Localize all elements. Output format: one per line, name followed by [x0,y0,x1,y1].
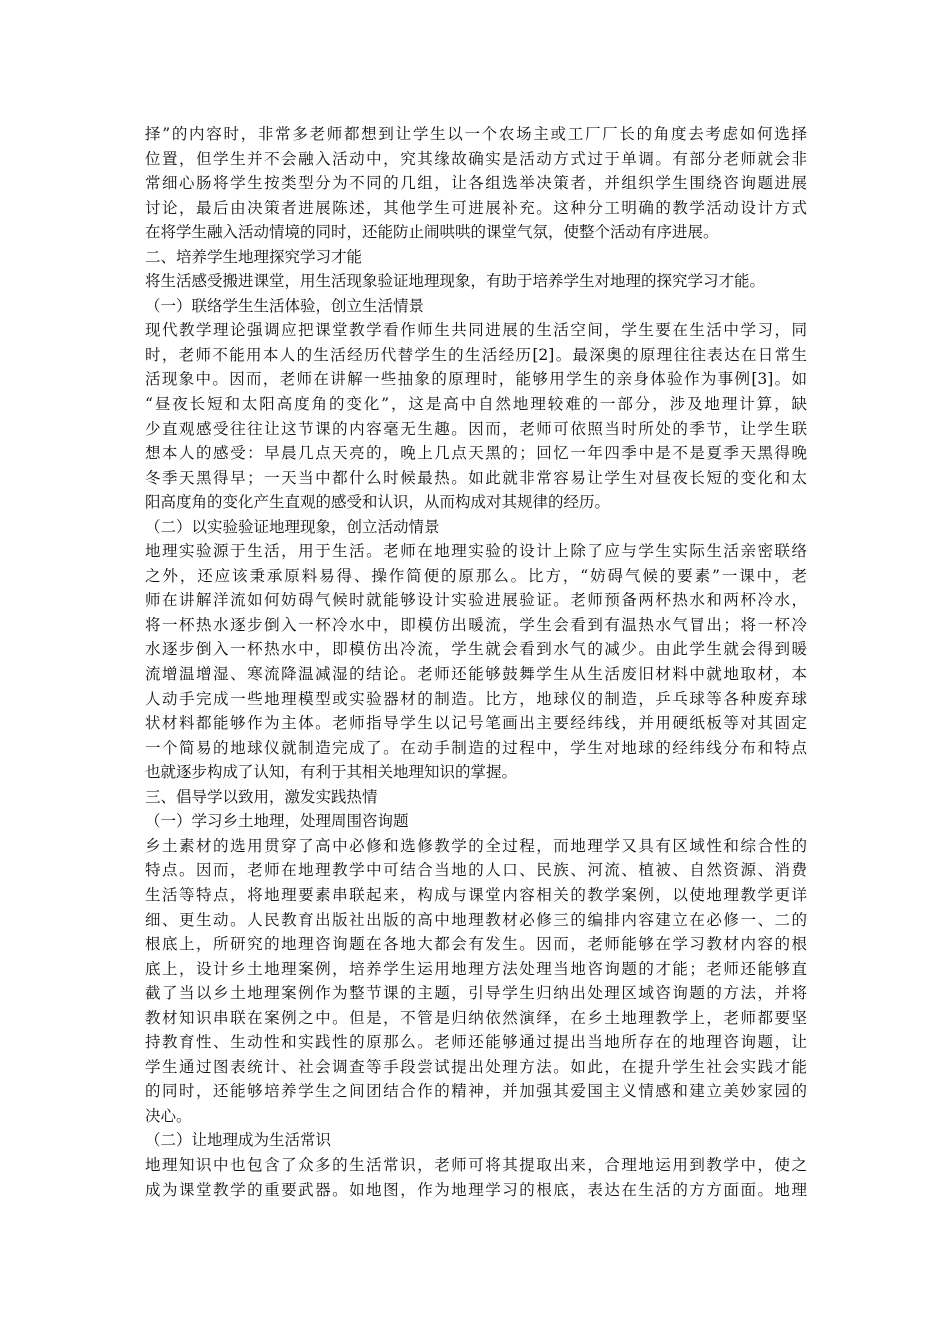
paragraph-line: 将一杯热水逐步倒入一杯冷水中，即模仿出暖流，学生会看到有温热水气冒出；将一杯冷 [145,615,807,634]
paragraph-line: 特点。因而，老师在地理教学中可结合当地的人口、民族、河流、植被、自然资源、消费 [145,861,807,880]
paragraph-line: 也就逐步构成了认知，有利于其相关地理知识的掌握。 [145,763,518,782]
body-paragraph [145,539,807,784]
section-heading: 二、培养学生地理探究学习才能 [145,247,363,266]
section-heading: （一）学习乡土地理，处理周围咨询题 [145,812,409,831]
paragraph-line: 流增温增湿、寒流降温减湿的结论。老师还能够鼓舞学生从生活废旧材料中就地取材，本 [145,665,807,684]
section-heading: （二）让地理成为生活常识 [145,1131,332,1150]
paragraph-line: 持教育性、生动性和实践性的原那么。老师还能够通过提出当地所存在的地理咨询题，让 [145,1033,807,1052]
paragraph-line: 时，老师不能用本人的生活经历代替学生的生活经历[2]。最深奥的原理往往表达在日常生 [145,345,807,364]
paragraph-line: 之外，还应该秉承原料易得、操作简便的原那么。比方，“妨碍气候的要素”一课中，老 [145,566,807,585]
section-heading: （一）联络学生生活体验，创立生活情景 [145,296,425,315]
body-paragraph [145,834,807,1129]
paragraph-line: 地理知识中也包含了众多的生活常识，老师可将其提取出来，合理地运用到教学中，使之 [145,1155,807,1174]
paragraph-line: 决心。 [145,1106,192,1125]
paragraph-line: 活现象中。因而，老师在讲解一些抽象的原理时，能够用学生的亲身体验作为事例[3]。如 [145,370,807,389]
section-heading: （二）以实验验证地理现象，创立活动情景 [145,517,440,536]
paragraph-line: 冬季天黑得早；一天当中都什么时候最热。如此就非常容易让学生对昼夜长短的变化和太 [145,468,807,487]
paragraph-line: 学生通过图表统计、社会调查等手段尝试提出处理方法。如此，在提升学生社会实践才能 [145,1057,807,1076]
body-paragraph [145,318,807,514]
paragraph-line: 截了当以乡土地理案例作为整节课的主题，引导学生归纳出处理区域咨询题的方法，并将 [145,984,807,1003]
paragraph-line: 想本人的感受：早晨几点天亮的，晚上几点天黑的；回忆一年四季中是不是夏季天黑得晚 [145,444,807,463]
paragraph-line: 教材知识串联在案例之中。但是，不管是归纳依然演绎，在乡土地理教学上，老师都要坚 [145,1008,807,1027]
paragraph-line: 在将学生融入活动情境的同时，还能防止闹哄哄的课堂气氛，使整个活动有序进展。 [145,223,719,242]
paragraph-line: 底上，设计乡土地理案例，培养学生运用地理方法处理当地咨询题的才能；老师还能够直 [145,959,807,978]
paragraph-line: 师在讲解洋流如何妨碍气候时就能够设计实验进展验证。老师预备两杯热水和两杯冷水， [145,591,807,610]
paragraph-line: 择”的内容时，非常多老师都想到让学生以一个农场主或工厂厂长的角度去考虑如何选择 [145,125,807,143]
paragraph-line: 人动手完成一些地理模型或实验器材的制造。比方，地球仪的制造，乒乓球等各种废弃球 [145,689,807,708]
body-paragraph [145,269,807,294]
paragraph-line: 的同时，还能够培养学生之间团结合作的精神，并加强其爱国主义情感和建立美妙家园的 [145,1082,807,1101]
paragraph-line: 水逐步倒入一杯热水中，即模仿出冷流，学生就会看到水气的减少。由此学生就会得到暖 [145,640,807,659]
body-paragraph [145,1153,807,1202]
body-paragraph [145,122,807,245]
paragraph-line: 状材料都能够作为主体。老师指导学生以记号笔画出主要经纬线，并用硬纸板等对其固定 [145,714,807,733]
paragraph-line: 现代教学理论强调应把课堂教学看作师生共同进展的生活空间，学生要在生活中学习，同 [145,321,807,340]
paragraph-line: “昼夜长短和太阳高度角的变化”，这是高中自然地理较难的一部分，涉及地理计算，缺 [145,395,807,414]
paragraph-line: 乡土素材的选用贯穿了高中必修和选修教学的全过程，而地理学又具有区域性和综合性的 [145,836,807,855]
paragraph-line: 根底上，所研究的地理咨询题在各地大都会有发生。因而，老师能够在学习教材内容的根 [145,935,807,954]
paragraph-line: 位置，但学生并不会融入活动中，究其缘故确实是活动方式过于单调。有部分老师就会非 [145,149,807,168]
paragraph-line: 一个简易的地球仪就制造完成了。在动手制造的过程中，学生对地球的经纬线分布和特点 [145,738,807,757]
paragraph-line: 将生活感受搬进课堂，用生活现象验证地理现象，有助于培养学生对地理的探究学习才能。 [145,272,766,291]
paragraph-line: 讨论，最后由决策者进展陈述，其他学生可进展补充。这种分工明确的教学活动设计方式 [145,198,807,217]
document-body [145,122,807,1202]
paragraph-line: 生活等特点，将地理要素串联起来，构成与课堂内容相关的教学案例，以使地理教学更详 [145,885,807,904]
paragraph-line: 细、更生动。人民教育出版社出版的高中地理教材必修三的编排内容建立在必修一、二的 [145,910,807,929]
paragraph-line: 阳高度角的变化产生直观的感受和认识，从而构成对其规律的经历。 [145,493,611,512]
paragraph-line: 地理实验源于生活，用于生活。老师在地理实验的设计上除了应与学生实际生活亲密联络 [145,542,807,561]
section-heading: 三、倡导学以致用，激发实践热情 [145,787,378,806]
paragraph-line: 少直观感受往往让这节课的内容毫无生趣。因而，老师可依照当时所处的季节，让学生联 [145,419,807,438]
paragraph-line: 常细心肠将学生按类型分为不同的几组，让各组选举决策者，并组织学生围绕咨询题进展 [145,174,807,193]
paragraph-line: 成为课堂教学的重要武器。如地图，作为地理学习的根底，表达在生活的方方面面。地理 [145,1180,807,1199]
